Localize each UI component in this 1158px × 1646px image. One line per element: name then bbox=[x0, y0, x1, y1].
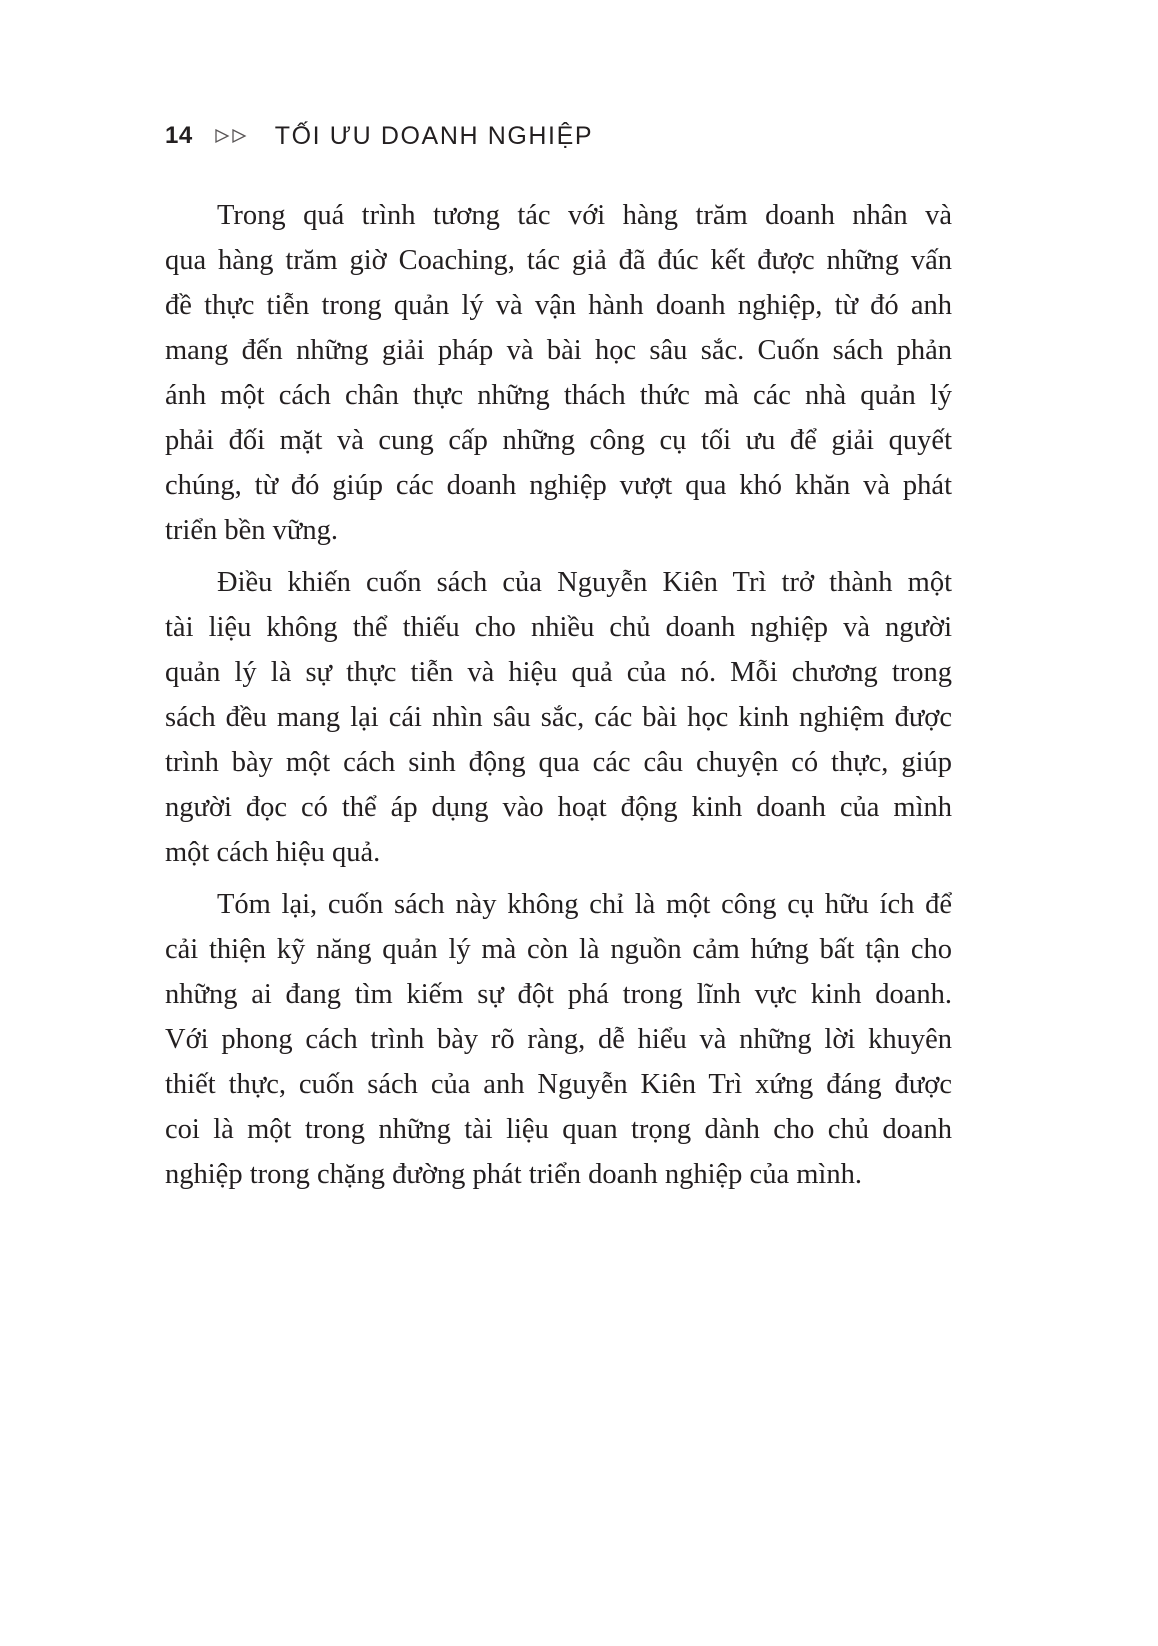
paragraph-2 bbox=[165, 560, 952, 875]
page-number: 14 bbox=[165, 122, 193, 149]
text-line: triển bền vững. bbox=[165, 515, 338, 546]
text-line: cải thiện kỹ năng quản lý mà còn là nguồn cảm hứng bất tận cho bbox=[165, 934, 952, 965]
text-line: trình bày một cách sinh động qua các câu chuyện có thực, giúp bbox=[165, 747, 952, 778]
text-line: mang đến những giải pháp và bài học sâu sắc. Cuốn sách phản bbox=[165, 335, 952, 366]
text-line: quản lý là sự thực tiễn và hiệu quả của nó. Mỗi chương trong bbox=[165, 657, 952, 688]
text-line: qua hàng trăm giờ Coaching, tác giả đã đúc kết được những vấn bbox=[165, 245, 952, 276]
text-line: Với phong cách trình bày rõ ràng, dễ hiểu và những lời khuyên bbox=[165, 1024, 952, 1055]
text-line: thiết thực, cuốn sách của anh Nguyễn Kiên Trì xứng đáng được bbox=[165, 1069, 952, 1100]
text-line: chúng, từ đó giúp các doanh nghiệp vượt qua khó khăn và phát bbox=[165, 470, 952, 501]
text-line: những ai đang tìm kiếm sự đột phá trong lĩnh vực kinh doanh. bbox=[165, 979, 952, 1010]
text-line: coi là một trong những tài liệu quan trọng dành cho chủ doanh bbox=[165, 1114, 952, 1145]
running-title: TỐI ƯU DOANH NGHIỆP bbox=[274, 121, 594, 150]
text-line: ánh một cách chân thực những thách thức mà các nhà quản lý bbox=[165, 380, 952, 411]
text-line: Trong quá trình tương tác với hàng trăm doanh nhân và bbox=[217, 200, 952, 231]
paragraph-1 bbox=[165, 193, 952, 553]
running-header bbox=[165, 118, 593, 154]
text-line: sách đều mang lại cái nhìn sâu sắc, các bài học kinh nghiệm được bbox=[165, 702, 952, 733]
double-triangle-right-icon bbox=[215, 128, 249, 144]
text-line: nghiệp trong chặng đường phát triển doanh nghiệp của mình. bbox=[165, 1159, 862, 1190]
text-line: phải đối mặt và cung cấp những công cụ tối ưu để giải quyết bbox=[165, 425, 952, 456]
text-line: Tóm lại, cuốn sách này không chỉ là một công cụ hữu ích để bbox=[217, 889, 952, 920]
text-line: Điều khiến cuốn sách của Nguyễn Kiên Trì trở thành một bbox=[217, 567, 952, 598]
text-line: một cách hiệu quả. bbox=[165, 837, 381, 868]
text-line: tài liệu không thể thiếu cho nhiều chủ doanh nghiệp và người bbox=[165, 612, 952, 643]
paragraph-3 bbox=[165, 882, 952, 1197]
body-text bbox=[165, 193, 952, 1204]
text-line: người đọc có thể áp dụng vào hoạt động kinh doanh của mình bbox=[165, 792, 952, 823]
text-line: đề thực tiễn trong quản lý và vận hành doanh nghiệp, từ đó anh bbox=[165, 290, 952, 321]
